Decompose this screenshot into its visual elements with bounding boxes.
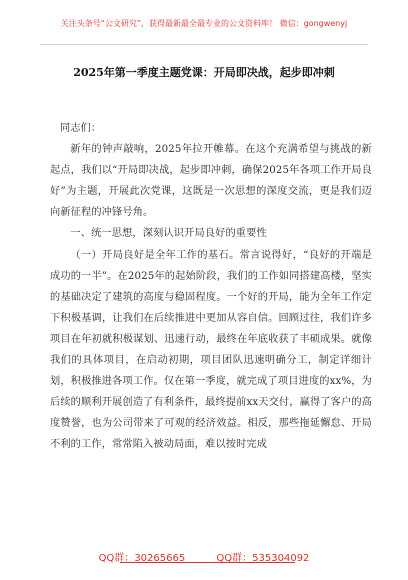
qq-group-2-number: 535304092 xyxy=(252,553,310,564)
subsection-paragraph: （一）开局良好是全年工作的基石。常言说得好，“良好的开端是成功的一半”。在2025年的起始阶段，我们的工作如同搭建高楼，坚实的基础决定了建筑的高度与稳固程度。一个好的开局，能为全年工作定下积极基调，让我们在后续推进中更加从容自信。回顾过往，我们许多项目在年初就积极谋划、迅速行动，最终在年底收获了丰硕成果。就像我们的具体项目，在启动初期，项目团队迅速明确分工，制定详细计划，积极推进各项工作。仅在第一季度，就完成了项目进度的xx%，为后续的顺利开展创造了有利条件，最终提前xx天交付，赢得了客户的高度赞誉，也为公司带来了可观的经济效益。相反，那些拖延懈怠、开局不利的工作，常常陷入被动局面，难以按时完成 xyxy=(50,249,372,451)
qq-group-2-label: QQ群： xyxy=(216,553,253,564)
header-divider xyxy=(40,44,368,45)
section-heading: 一、统一思想，深刻认识开局良好的重要性 xyxy=(70,228,267,240)
salutation: 同志们： xyxy=(60,123,102,134)
page-header xyxy=(0,18,408,29)
qq-group-1-number: 30265665 xyxy=(134,553,186,564)
header-text: 关注头条号“公文研究”，获得最新最全最专业的公文资料库！ 微信：gongwenyj xyxy=(60,19,348,28)
document-title: 2025年第一季度主题党课：开局即决战，起步即冲刺 xyxy=(73,66,335,79)
intro-paragraph: 新年的钟声敲响，2025年拉开帷幕。在这个充满希望与挑战的新起点，我们以“开局即决战，起步即冲刺，确保2025年各项工作开局良好”为主题，开展此次党课，这既是一次思想的深度交流，更是我们迈向新征程的冲锋号角。 xyxy=(50,144,372,219)
document-body xyxy=(50,118,372,456)
footer-underline xyxy=(120,562,295,563)
qq-group-1-label: QQ群： xyxy=(98,553,135,564)
